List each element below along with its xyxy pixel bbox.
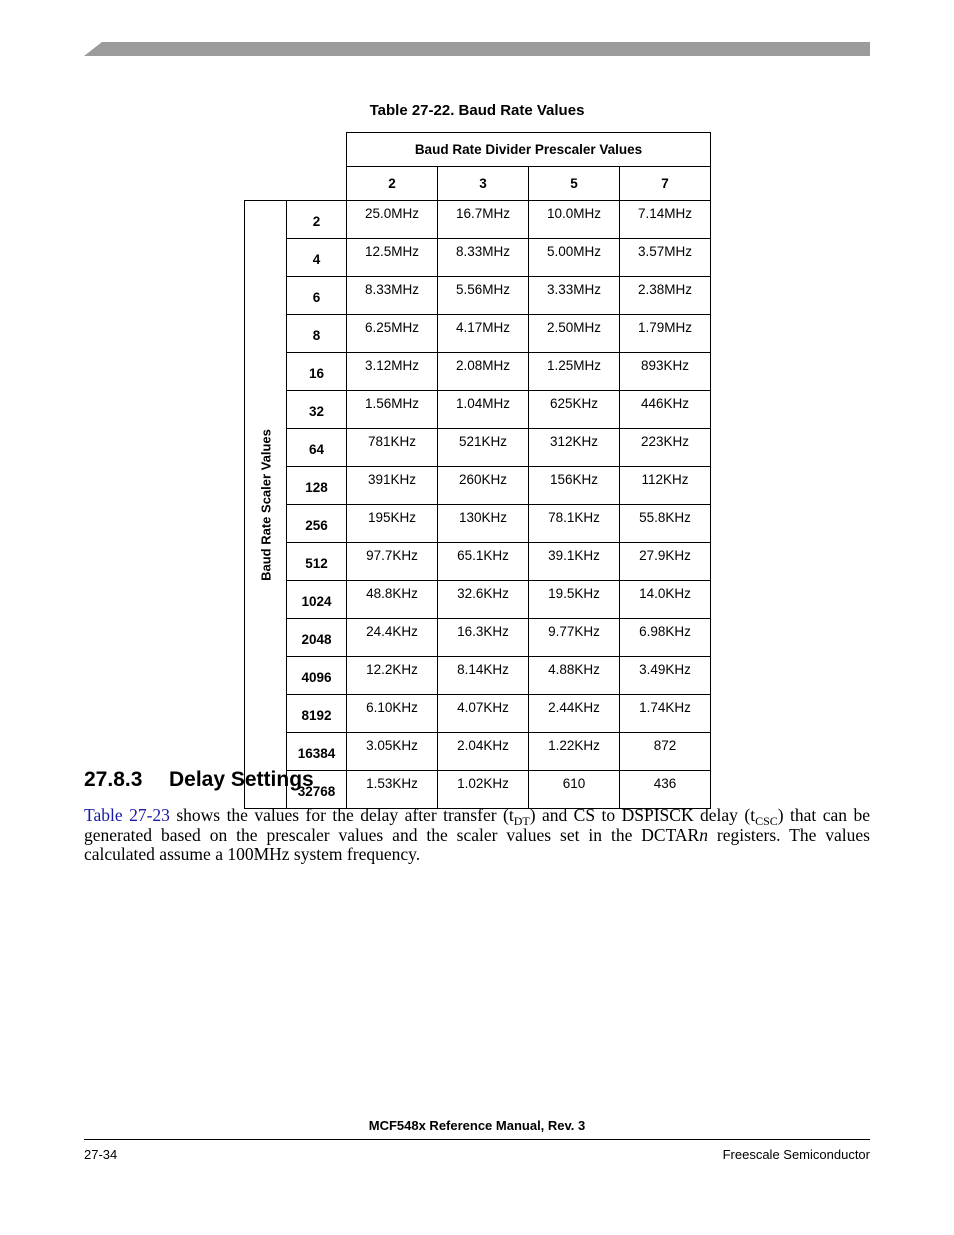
table-row (245, 505, 711, 543)
body-paragraph (84, 806, 870, 865)
table-cell: 391KHz (347, 467, 438, 505)
table-cell: 97.7KHz (347, 543, 438, 581)
table-cell: 2.38MHz (620, 277, 711, 315)
table-cell: 6.98KHz (620, 619, 711, 657)
footer-title: MCF548x Reference Manual, Rev. 3 (368, 1118, 586, 1133)
company-name: Freescale Semiconductor (722, 1147, 870, 1162)
table-cell: 32.6KHz (438, 581, 529, 619)
subscript: CSC (755, 814, 778, 828)
table-cell: 5.00MHz (529, 239, 620, 277)
row-header: 64 (287, 429, 347, 467)
row-header: 4 (287, 239, 347, 277)
row-header: 128 (287, 467, 347, 505)
text-segment: shows the values for the delay after transfer (t (169, 805, 514, 825)
row-header: 512 (287, 543, 347, 581)
table-cell: 8.33MHz (347, 277, 438, 315)
table-cell: 25.0MHz (347, 201, 438, 239)
row-header: 8192 (287, 695, 347, 733)
table-row (245, 695, 711, 733)
table-cell: 1.22KHz (529, 733, 620, 771)
table-cell: 781KHz (347, 429, 438, 467)
table-cell: 3.49KHz (620, 657, 711, 695)
table-cell: 4.88KHz (529, 657, 620, 695)
table-cell: 55.8KHz (620, 505, 711, 543)
table-cell: 872 (620, 733, 711, 771)
text-segment: ) that can be generated based on the prescaler values and the scaler values set in the DCTAR (84, 805, 870, 845)
table-row (245, 467, 711, 505)
row-header: 8 (287, 315, 347, 353)
table-cell: 446KHz (620, 391, 711, 429)
column-header: 3 (438, 167, 529, 201)
row-header: 256 (287, 505, 347, 543)
table-row (245, 619, 711, 657)
table-body (245, 201, 711, 809)
table-cell: 12.2KHz (347, 657, 438, 695)
table-cell: 1.53KHz (347, 771, 438, 809)
table-cell: 2.50MHz (529, 315, 620, 353)
table-cell: 12.5MHz (347, 239, 438, 277)
footer-rule (84, 1139, 870, 1140)
table-cell: 195KHz (347, 505, 438, 543)
table-row (245, 239, 711, 277)
row-header: 2048 (287, 619, 347, 657)
table-row (245, 657, 711, 695)
table-cell: 130KHz (438, 505, 529, 543)
row-group-label: Baud Rate Scaler Values (258, 428, 273, 581)
table-row (245, 543, 711, 581)
row-header: 32768 (287, 771, 347, 809)
table-cell: 65.1KHz (438, 543, 529, 581)
table-cell: 436 (620, 771, 711, 809)
table-cell: 24.4KHz (347, 619, 438, 657)
page-number: 27-34 (84, 1147, 118, 1162)
row-header: 4096 (287, 657, 347, 695)
row-header: 16384 (287, 733, 347, 771)
section-title: Delay Settings (169, 768, 314, 791)
corner-empty (245, 167, 347, 201)
table-cell: 9.77KHz (529, 619, 620, 657)
column-header: 2 (347, 167, 438, 201)
table-row (245, 277, 711, 315)
table-cell: 625KHz (529, 391, 620, 429)
table-cell: 8.14KHz (438, 657, 529, 695)
column-header: 5 (529, 167, 620, 201)
table-cell: 223KHz (620, 429, 711, 467)
table-cell: 260KHz (438, 467, 529, 505)
header-bar (84, 42, 870, 56)
table-cell: 5.56MHz (438, 277, 529, 315)
table-cell: 27.9KHz (620, 543, 711, 581)
table-cell: 6.25MHz (347, 315, 438, 353)
table-row (245, 733, 711, 771)
table-cell: 2.04KHz (438, 733, 529, 771)
table-cell: 39.1KHz (529, 543, 620, 581)
section-heading (84, 768, 314, 792)
table-cell: 3.05KHz (347, 733, 438, 771)
table-cell: 2.08MHz (438, 353, 529, 391)
text-segment: ) and CS to DSPISCK delay (t (529, 805, 756, 825)
row-header: 2 (287, 201, 347, 239)
table-cell: 112KHz (620, 467, 711, 505)
table-cell: 10.0MHz (529, 201, 620, 239)
table-cell: 6.10KHz (347, 695, 438, 733)
table-cell: 312KHz (529, 429, 620, 467)
table-cell: 893KHz (620, 353, 711, 391)
table-cell: 16.7MHz (438, 201, 529, 239)
subscript: DT (513, 814, 530, 828)
text-segment: registers. The values calculated assume a 100MHz system frequency. (84, 824, 870, 864)
section-number: 27.8.3 (84, 768, 143, 791)
baud-rate-table (244, 132, 711, 809)
row-header: 6 (287, 277, 347, 315)
table-row (245, 771, 711, 809)
table-cell: 48.8KHz (347, 581, 438, 619)
table-cell: 1.04MHz (438, 391, 529, 429)
table-cell: 3.57MHz (620, 239, 711, 277)
table-row (245, 391, 711, 429)
table-cell: 19.5KHz (529, 581, 620, 619)
table-cell: 1.25MHz (529, 353, 620, 391)
table-cell: 1.02KHz (438, 771, 529, 809)
table-cell: 610 (529, 771, 620, 809)
table-cell: 78.1KHz (529, 505, 620, 543)
table-link[interactable]: Table 27-23 (84, 805, 170, 825)
table-cell: 156KHz (529, 467, 620, 505)
row-group-header (245, 201, 287, 809)
table-row (245, 429, 711, 467)
italic-n: n (699, 824, 708, 845)
table-cell: 3.12MHz (347, 353, 438, 391)
table-cell: 521KHz (438, 429, 529, 467)
row-header: 1024 (287, 581, 347, 619)
table-row (245, 201, 711, 239)
row-header: 16 (287, 353, 347, 391)
table-cell: 7.14MHz (620, 201, 711, 239)
table-cell: 2.44KHz (529, 695, 620, 733)
table-cell: 4.17MHz (438, 315, 529, 353)
table-cell: 16.3KHz (438, 619, 529, 657)
table-row (245, 353, 711, 391)
table-cell: 14.0KHz (620, 581, 711, 619)
table-row (245, 581, 711, 619)
column-group-header: Baud Rate Divider Prescaler Values (347, 133, 711, 167)
column-header: 7 (620, 167, 711, 201)
corner-empty (245, 133, 347, 167)
table-cell: 1.74KHz (620, 695, 711, 733)
table-cell: 3.33MHz (529, 277, 620, 315)
table-row (245, 315, 711, 353)
table-cell: 1.56MHz (347, 391, 438, 429)
table-cell: 8.33MHz (438, 239, 529, 277)
table-cell: 1.79MHz (620, 315, 711, 353)
row-header: 32 (287, 391, 347, 429)
table-cell: 4.07KHz (438, 695, 529, 733)
table-caption: Table 27-22. Baud Rate Values (369, 102, 585, 119)
